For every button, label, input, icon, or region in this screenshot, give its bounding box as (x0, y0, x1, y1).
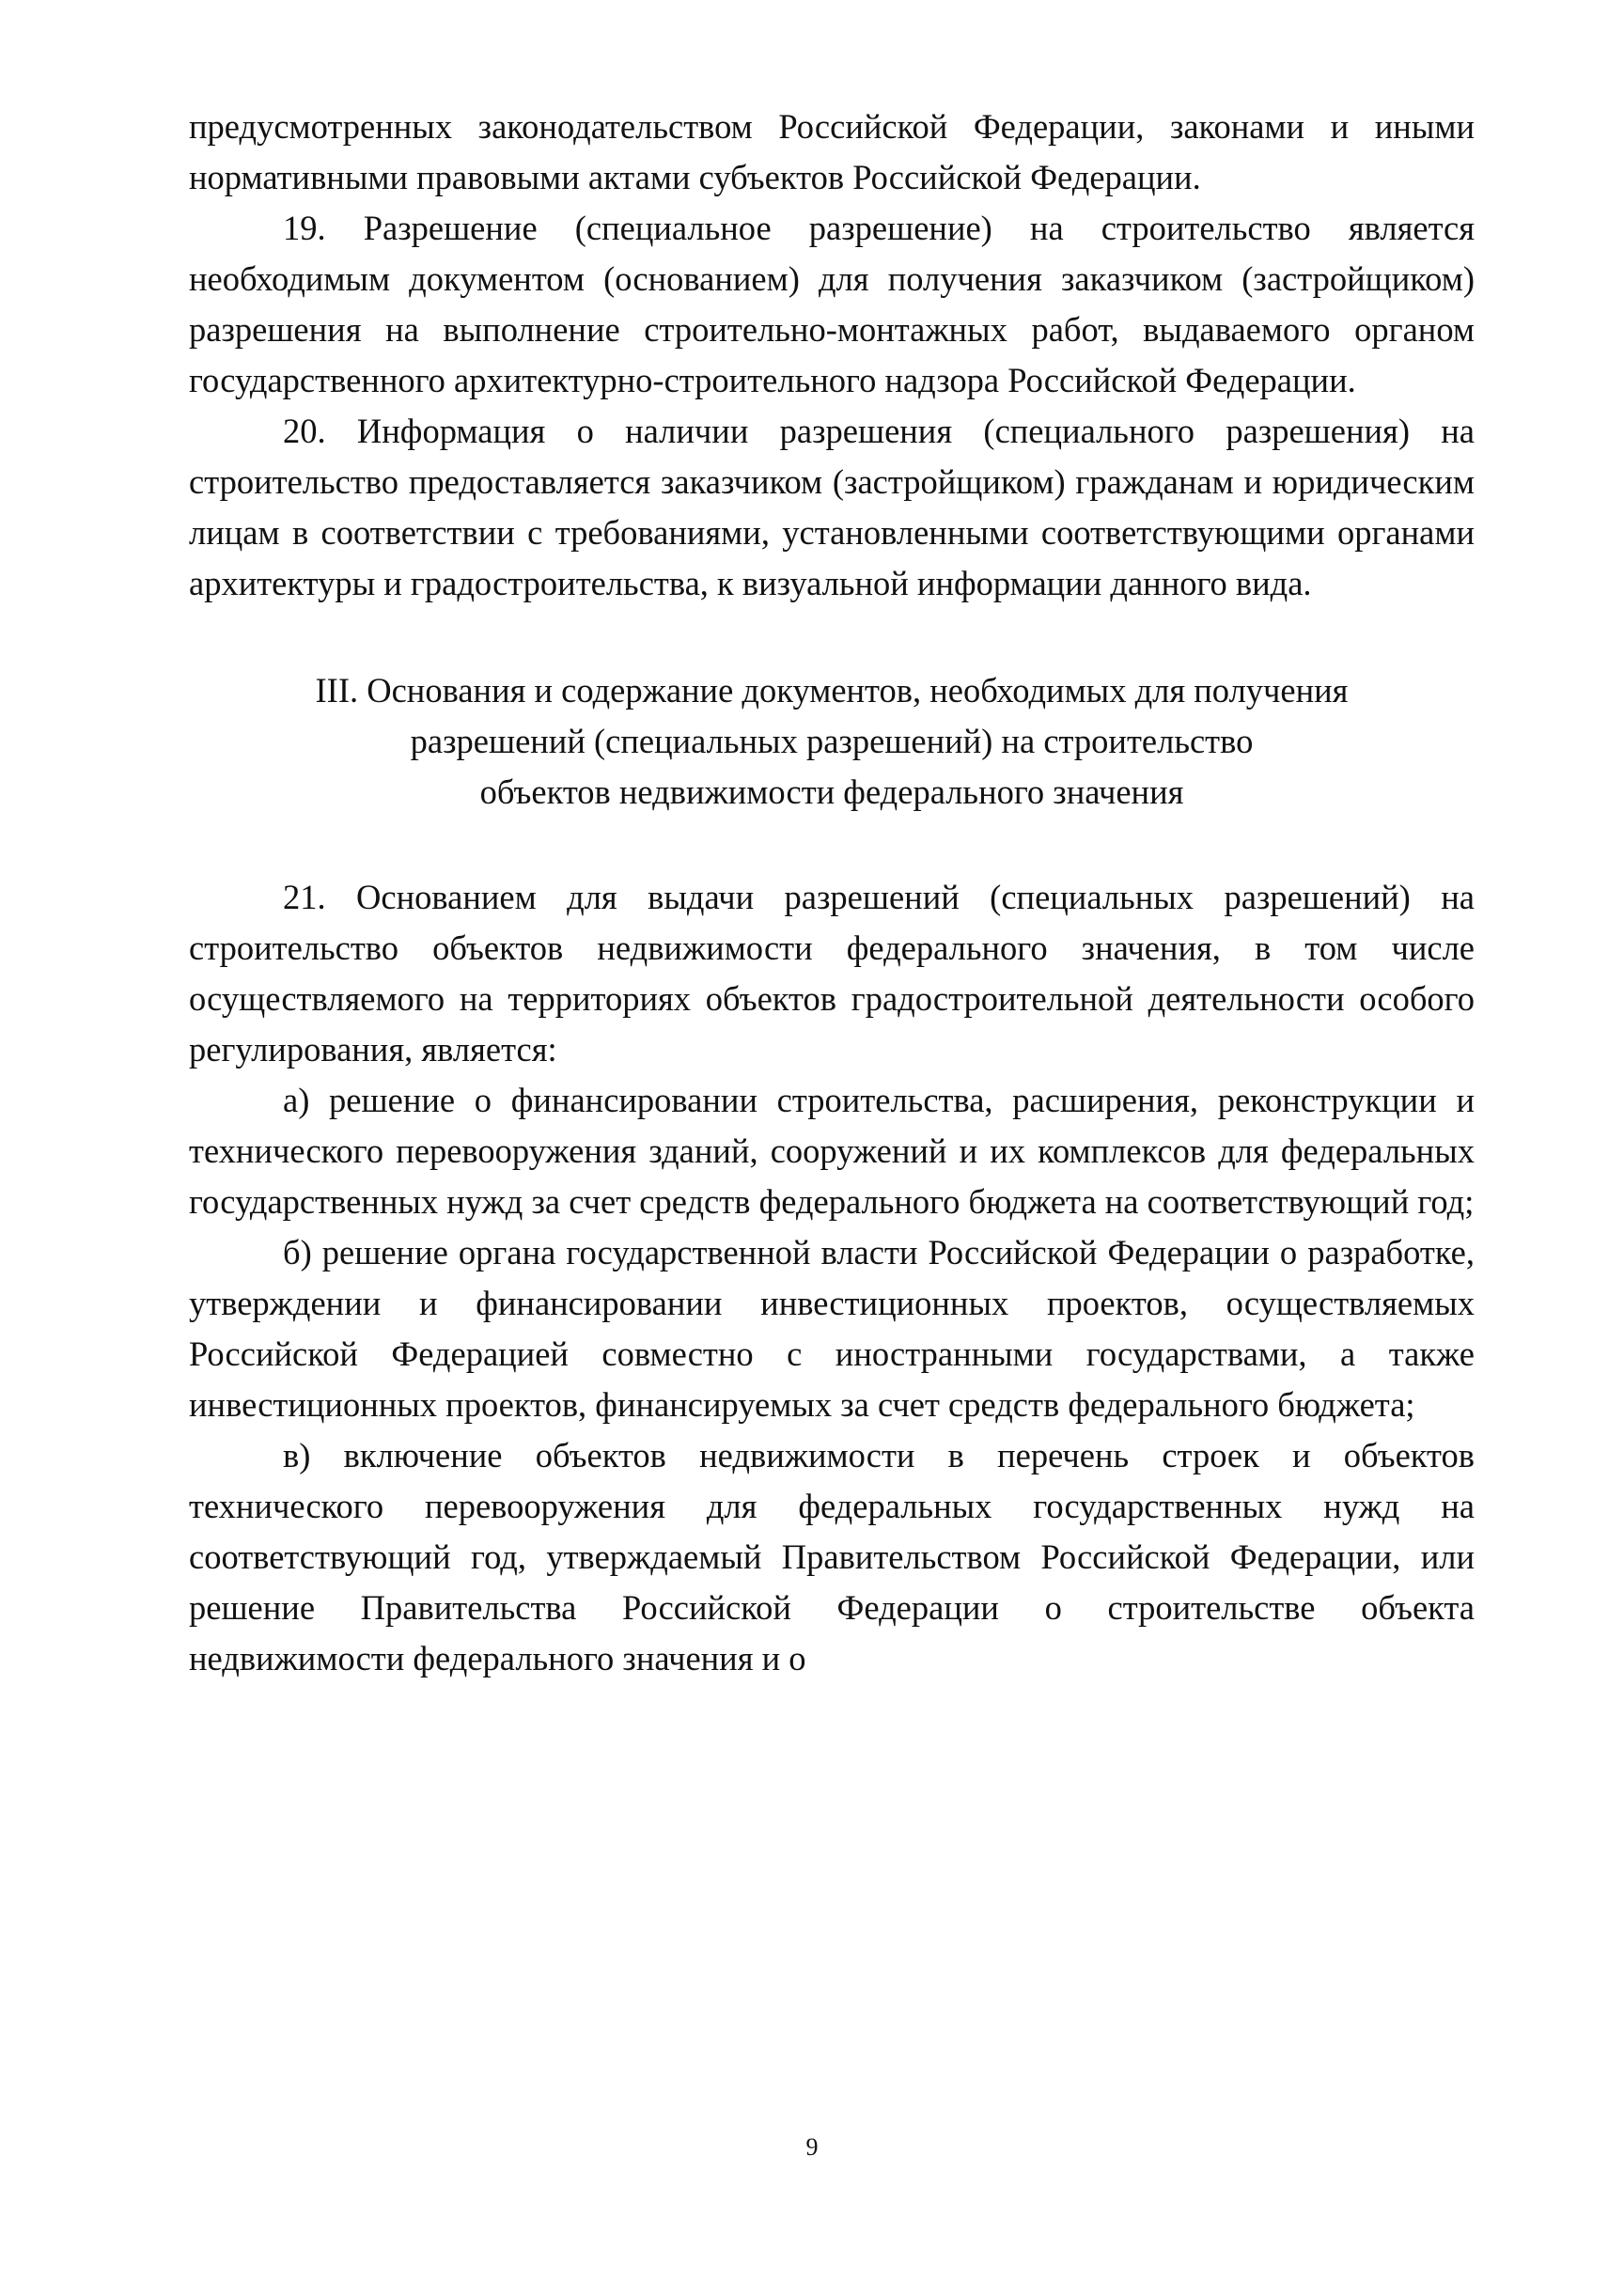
paragraph-21-a: а) решение о финансировании строительства, расширения, реконструкции и технического перевооружения зданий, сооружений и их комплексов для федеральных государственных нужд за счет средств федерального бюджета на соответствующий год; (189, 1081, 1475, 1221)
document-body (189, 101, 1475, 1684)
paragraph-18-continuation: предусмотренных законодательством Российской Федерации, законами и иными нормативными правовыми актами субъектов Российской Федерации. (189, 107, 1475, 196)
paragraph-21-c: в) включение объектов недвижимости в перечень строек и объектов технического перевооружения для федеральных государственных нужд на соответствующий год, утверждаемый Правительством Российской Федерации, или решение Правительства Российской Федерации о строительстве объекта недвижимости федерального значения и о (189, 1436, 1475, 1677)
section-heading (189, 665, 1475, 818)
paragraph-21-b: б) решение органа государственной власти Российской Федерации о разработке, утверждении и финансировании инвестиционных проектов, осуществляемых Российской Федерацией совместно с иностранными государствами, а также инвестиционных проектов, финансируемых за счет средств федерального бюджета; (189, 1233, 1475, 1424)
section-heading-line-2: разрешений (специальных разрешений) на строительство (410, 722, 1254, 760)
page-number: 9 (805, 2133, 819, 2161)
paragraph-21: 21. Основанием для выдачи разрешений (специальных разрешений) на строительство объектов недвижимости федерального значения, в том числе осуществляемого на территориях объектов градостроительной деятельности особого регулирования, является: (189, 878, 1475, 1069)
section-heading-line-1: III. Основания и содержание документов, необходимых для получения (315, 671, 1349, 710)
section-heading-line-3: объектов недвижимости федерального значения (479, 772, 1184, 811)
paragraph-19: 19. Разрешение (специальное разрешение) на строительство является необходимым документом (основанием) для получения заказчиком (застройщиком) разрешения на выполнение строительно-монтажных работ, выдаваемого органом государственного архитектурно-строительного надзора Российской Федерации. (189, 209, 1475, 399)
paragraph-20: 20. Информация о наличии разрешения (специального разрешения) на строительство предоставляется заказчиком (застройщиком) гражданам и юридическим лицам в соответствии с требованиями, установленными соответствующими органами архитектуры и градостроительства, к визуальной информации данного вида. (189, 412, 1475, 602)
